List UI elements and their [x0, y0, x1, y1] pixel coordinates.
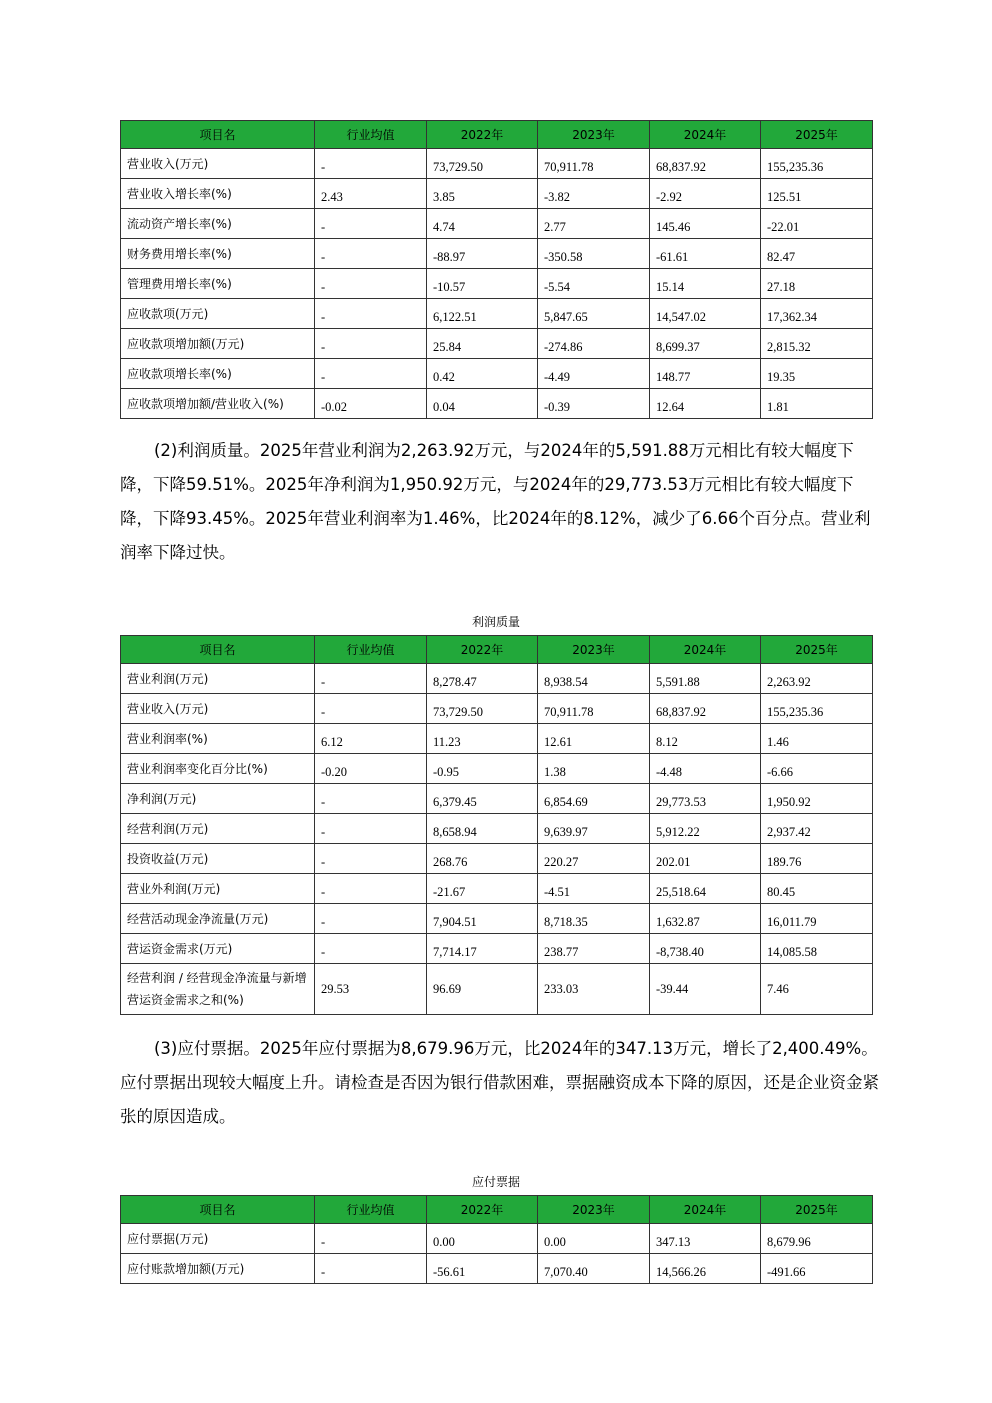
table-cell: 155,235.36 — [761, 149, 873, 179]
table-row — [121, 329, 873, 359]
table-cell: - — [315, 934, 427, 964]
table-cell: 14,547.02 — [650, 299, 761, 329]
table-row — [121, 664, 873, 694]
table-cell: 15.14 — [650, 269, 761, 299]
table-cell: -2.92 — [650, 179, 761, 209]
table-header-row — [121, 1196, 873, 1224]
table-cell: 220.27 — [538, 844, 650, 874]
table-cell: 14,566.26 — [650, 1254, 761, 1284]
row-label: 营业收入(万元) — [121, 149, 315, 179]
table-cell: 238.77 — [538, 934, 650, 964]
table-cell: 8,938.54 — [538, 664, 650, 694]
profit-quality-paragraph: (2)利润质量。2025年营业利润为2,263.92万元，与2024年的5,591.88万元相比有较大幅度下降，下降59.51%。2025年净利润为1,950.92万元，与2024年的29,773.53万元相比有较大幅度下降，下降93.45%。2025年营业利润率为1.46%，比2024年的8.12%，减少了6.66个百分点。营业利润率下降过快。 — [120, 441, 871, 562]
table-cell: 233.03 — [538, 964, 650, 1015]
table-row — [121, 964, 873, 1015]
row-label: 经营活动现金净流量(万元) — [121, 904, 315, 934]
column-header: 行业均值 — [315, 121, 427, 149]
row-label: 投资收益(万元) — [121, 844, 315, 874]
table-cell: -0.39 — [538, 389, 650, 419]
table-cell: 96.69 — [427, 964, 538, 1015]
table-row — [121, 754, 873, 784]
table-cell: - — [315, 359, 427, 389]
row-label: 应付账款增加额(万元) — [121, 1254, 315, 1284]
column-header: 2024年 — [650, 636, 761, 664]
table-cell: - — [315, 329, 427, 359]
table-row — [121, 724, 873, 754]
table-cell: 11.23 — [427, 724, 538, 754]
growth-table — [120, 120, 873, 419]
column-header: 2023年 — [538, 1196, 650, 1224]
table-cell: 27.18 — [761, 269, 873, 299]
table-cell: 8,699.37 — [650, 329, 761, 359]
table-row — [121, 874, 873, 904]
table-cell: 8,658.94 — [427, 814, 538, 844]
table-cell: -4.48 — [650, 754, 761, 784]
table-cell: 16,011.79 — [761, 904, 873, 934]
table-cell: - — [315, 874, 427, 904]
table-cell: 6.12 — [315, 724, 427, 754]
table-cell: 2.43 — [315, 179, 427, 209]
table-cell: - — [315, 209, 427, 239]
table-cell: 2,815.32 — [761, 329, 873, 359]
row-label: 营运资金需求(万元) — [121, 934, 315, 964]
table-cell: 1,632.87 — [650, 904, 761, 934]
row-label: 应收款项增加额(万元) — [121, 329, 315, 359]
column-header: 2025年 — [761, 1196, 873, 1224]
column-header: 行业均值 — [315, 1196, 427, 1224]
row-label: 管理费用增长率(%) — [121, 269, 315, 299]
table-cell: -56.61 — [427, 1254, 538, 1284]
table-cell: -22.01 — [761, 209, 873, 239]
table-header-row — [121, 121, 873, 149]
table-cell: 12.64 — [650, 389, 761, 419]
table-cell: 155,235.36 — [761, 694, 873, 724]
row-label: 经营利润 / 经营现金净流量与新增营运资金需求之和(%) — [121, 964, 315, 1015]
table-cell: 0.04 — [427, 389, 538, 419]
table-cell: 68,837.92 — [650, 694, 761, 724]
row-label: 流动资产增长率(%) — [121, 209, 315, 239]
table-cell: 5,847.65 — [538, 299, 650, 329]
table-cell: 82.47 — [761, 239, 873, 269]
column-header: 行业均值 — [315, 636, 427, 664]
column-header: 2022年 — [427, 636, 538, 664]
row-label: 营业利润率变化百分比(%) — [121, 754, 315, 784]
table-cell: 29.53 — [315, 964, 427, 1015]
table-cell: -4.49 — [538, 359, 650, 389]
table-cell: - — [315, 664, 427, 694]
row-label: 营业收入(万元) — [121, 694, 315, 724]
table-row — [121, 1224, 873, 1254]
table-row — [121, 239, 873, 269]
table-cell: 14,085.58 — [761, 934, 873, 964]
table-cell: 148.77 — [650, 359, 761, 389]
notes-payable-table — [120, 1195, 873, 1284]
table-cell: 189.76 — [761, 844, 873, 874]
row-label: 营业外利润(万元) — [121, 874, 315, 904]
row-label: 营业收入增长率(%) — [121, 179, 315, 209]
table-row — [121, 359, 873, 389]
table-row — [121, 904, 873, 934]
table-cell: 6,854.69 — [538, 784, 650, 814]
profit-quality-table — [120, 635, 873, 1015]
table-cell: 70,911.78 — [538, 149, 650, 179]
column-header: 2024年 — [650, 121, 761, 149]
table-cell: -10.57 — [427, 269, 538, 299]
table-cell: 7,070.40 — [538, 1254, 650, 1284]
table-cell: 268.76 — [427, 844, 538, 874]
table-cell: 12.61 — [538, 724, 650, 754]
table-cell: 2,263.92 — [761, 664, 873, 694]
column-header: 2023年 — [538, 636, 650, 664]
table-cell: 68,837.92 — [650, 149, 761, 179]
table-cell: 1.38 — [538, 754, 650, 784]
table-cell: 9,639.97 — [538, 814, 650, 844]
table-row — [121, 784, 873, 814]
table-cell: -8,738.40 — [650, 934, 761, 964]
table-cell: 8,718.35 — [538, 904, 650, 934]
table-row — [121, 269, 873, 299]
table-cell: - — [315, 784, 427, 814]
table-cell: -5.54 — [538, 269, 650, 299]
column-header: 项目名 — [121, 1196, 315, 1224]
table-cell: - — [315, 844, 427, 874]
table-cell: - — [315, 269, 427, 299]
table-row — [121, 179, 873, 209]
table-cell: 202.01 — [650, 844, 761, 874]
table-cell: 25,518.64 — [650, 874, 761, 904]
table-cell: 7.46 — [761, 964, 873, 1015]
table-cell: 6,379.45 — [427, 784, 538, 814]
table-row — [121, 844, 873, 874]
table-cell: 145.46 — [650, 209, 761, 239]
table-cell: 29,773.53 — [650, 784, 761, 814]
row-label: 经营利润(万元) — [121, 814, 315, 844]
table-cell: 3.85 — [427, 179, 538, 209]
table-cell: 25.84 — [427, 329, 538, 359]
table-cell: 2.77 — [538, 209, 650, 239]
table-cell: -491.66 — [761, 1254, 873, 1284]
table-cell: 125.51 — [761, 179, 873, 209]
column-header: 2025年 — [761, 636, 873, 664]
table-cell: -0.95 — [427, 754, 538, 784]
table-cell: 73,729.50 — [427, 694, 538, 724]
table-cell: 0.00 — [538, 1224, 650, 1254]
table-cell: 7,904.51 — [427, 904, 538, 934]
table-row — [121, 694, 873, 724]
table-cell: 4.74 — [427, 209, 538, 239]
table-cell: 1,950.92 — [761, 784, 873, 814]
table-cell: 8,679.96 — [761, 1224, 873, 1254]
profit-quality-caption: 利润质量 — [471, 615, 520, 629]
row-label: 净利润(万元) — [121, 784, 315, 814]
table-cell: -61.61 — [650, 239, 761, 269]
row-label: 营业利润(万元) — [121, 664, 315, 694]
table-cell: 347.13 — [650, 1224, 761, 1254]
table-row — [121, 209, 873, 239]
table-cell: -0.02 — [315, 389, 427, 419]
table-cell: -3.82 — [538, 179, 650, 209]
table-row — [121, 299, 873, 329]
table-cell: -39.44 — [650, 964, 761, 1015]
table-cell: 80.45 — [761, 874, 873, 904]
table-cell: 19.35 — [761, 359, 873, 389]
table-row — [121, 934, 873, 964]
table-cell: - — [315, 149, 427, 179]
column-header: 项目名 — [121, 636, 315, 664]
table-cell: -88.97 — [427, 239, 538, 269]
table-cell: 1.46 — [761, 724, 873, 754]
column-header: 2022年 — [427, 121, 538, 149]
table-cell: 8,278.47 — [427, 664, 538, 694]
column-header: 2024年 — [650, 1196, 761, 1224]
table-cell: -4.51 — [538, 874, 650, 904]
table-cell: 1.81 — [761, 389, 873, 419]
table-cell: -274.86 — [538, 329, 650, 359]
table-cell: -0.20 — [315, 754, 427, 784]
table-cell: 7,714.17 — [427, 934, 538, 964]
table-cell: - — [315, 694, 427, 724]
table-cell: 73,729.50 — [427, 149, 538, 179]
table-row — [121, 814, 873, 844]
notes-payable-paragraph: (3)应付票据。2025年应付票据为8,679.96万元，比2024年的347.13万元，增长了2,400.49%。应付票据出现较大幅度上升。请检查是否因为银行借款困难，票据融资成本下降的原因，还是企业资金紧张的原因造成。 — [120, 1039, 879, 1126]
table-cell: - — [315, 814, 427, 844]
table-cell: 0.00 — [427, 1224, 538, 1254]
table-cell: 2,937.42 — [761, 814, 873, 844]
column-header: 2022年 — [427, 1196, 538, 1224]
table-cell: - — [315, 239, 427, 269]
table-cell: -350.58 — [538, 239, 650, 269]
row-label: 营业利润率(%) — [121, 724, 315, 754]
table-cell: - — [315, 1224, 427, 1254]
table-cell: -6.66 — [761, 754, 873, 784]
column-header: 2023年 — [538, 121, 650, 149]
table-cell: 5,912.22 — [650, 814, 761, 844]
table-cell: 8.12 — [650, 724, 761, 754]
table-cell: 0.42 — [427, 359, 538, 389]
column-header: 2025年 — [761, 121, 873, 149]
table-header-row — [121, 636, 873, 664]
table-cell: - — [315, 904, 427, 934]
table-cell: 70,911.78 — [538, 694, 650, 724]
row-label: 财务费用增长率(%) — [121, 239, 315, 269]
table-cell: 17,362.34 — [761, 299, 873, 329]
row-label: 应收款项增加额/营业收入(%) — [121, 389, 315, 419]
table-cell: 5,591.88 — [650, 664, 761, 694]
table-row — [121, 389, 873, 419]
table-cell: - — [315, 1254, 427, 1284]
table-cell: - — [315, 299, 427, 329]
row-label: 应收款项增长率(%) — [121, 359, 315, 389]
table-row — [121, 1254, 873, 1284]
row-label: 应收款项(万元) — [121, 299, 315, 329]
table-row — [121, 149, 873, 179]
table-cell: -21.67 — [427, 874, 538, 904]
notes-payable-caption: 应付票据 — [471, 1175, 520, 1189]
row-label: 应付票据(万元) — [121, 1224, 315, 1254]
column-header: 项目名 — [121, 121, 315, 149]
table-cell: 6,122.51 — [427, 299, 538, 329]
